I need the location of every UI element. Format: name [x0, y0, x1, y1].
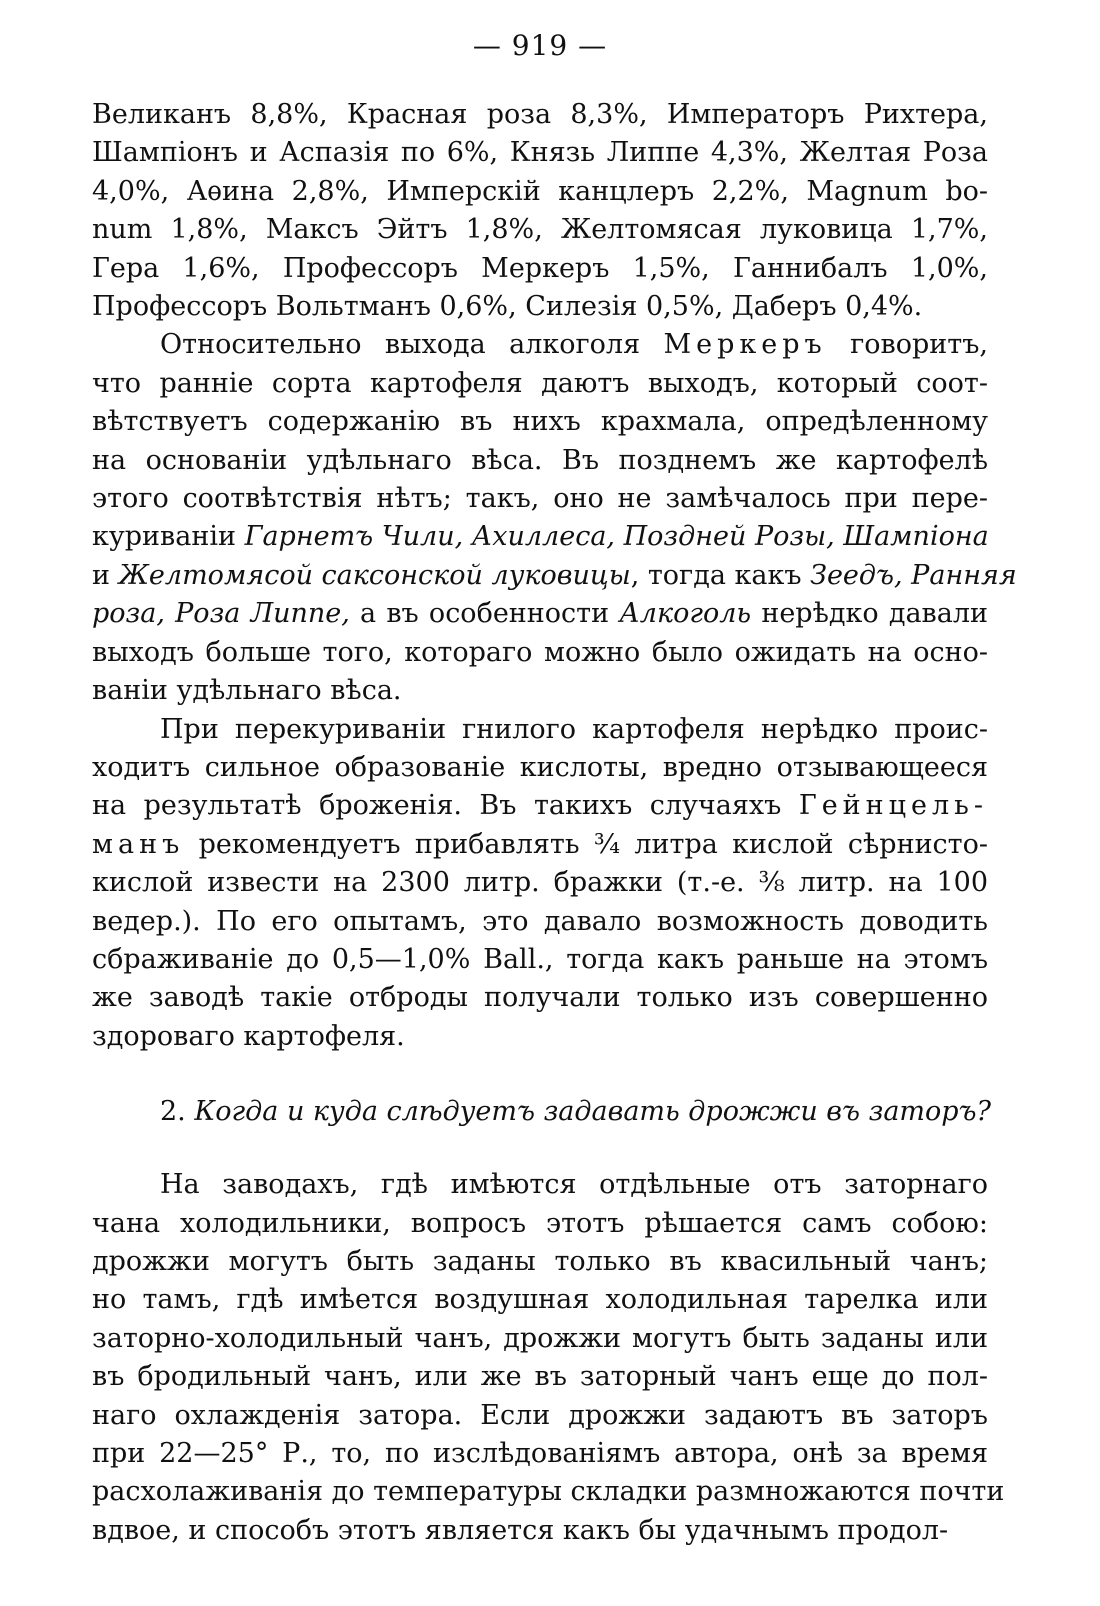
text-line — [92, 1435, 988, 1473]
text-line — [92, 1166, 988, 1204]
text-line — [92, 1205, 988, 1243]
text-span: сбраживаніе до 0,5—1,0% Ball., тогда какъ раньше на этомъ — [92, 943, 988, 975]
text-line — [92, 288, 988, 326]
text-span: 4,0%, Аѳина 2,8%, Имперскій канцлеръ 2,2%, Magnum bo- — [92, 175, 988, 207]
text-line — [92, 518, 988, 556]
text-line — [92, 480, 988, 518]
paragraph — [92, 96, 988, 326]
text-line — [92, 326, 988, 364]
text-line — [92, 173, 988, 211]
section-heading — [92, 1092, 992, 1132]
text-span: выходъ больше того, котораго можно было ожидать на осно- — [92, 636, 988, 668]
text-span: кислой извести на 2300 литр. бражки (т.-е. ⅜ литр. на 100 — [92, 867, 988, 899]
text-span: а въ особенности — [349, 598, 620, 630]
text-span: ходитъ сильное образованіе кислоты, вредно отзывающееся — [92, 751, 988, 783]
text-span: говоритъ, — [826, 329, 988, 361]
text-line — [92, 634, 988, 672]
text-span: Великанъ 8,8%, Красная роза 8,3%, Императоръ Рихтера, — [92, 99, 988, 130]
text-span: на результатѣ броженія. Въ такихъ случаяхъ — [92, 790, 799, 822]
text-span: но тамъ, гдѣ имѣется воздушная холодильная тарелка или — [92, 1284, 988, 1316]
text-line — [92, 1358, 988, 1396]
text-line — [92, 250, 988, 288]
paragraph — [92, 326, 1017, 710]
text-span: что раннiе сорта картофеля даютъ выходъ, который соот- — [92, 367, 988, 399]
text-line — [92, 1243, 988, 1281]
text-line — [92, 1281, 988, 1319]
text-span: вдвое, и способъ этотъ является какъ бы удачнымъ продол- — [92, 1514, 949, 1546]
paragraph — [92, 711, 988, 1057]
italic-text: Зеедъ, Ранняя — [810, 559, 1017, 591]
text-line — [92, 979, 988, 1017]
text-span: чана холодильники, вопросъ этотъ рѣшается самъ собою: — [92, 1207, 988, 1239]
text-line — [92, 787, 988, 825]
text-span: Шампіонъ и Аспазія по 6%, Князь Липпе 4,3%, Желтая Роза — [92, 137, 988, 169]
text-span: ведер.). По его опытамъ, это давало возможность доводить — [92, 905, 988, 937]
text-span: ваніи удѣльнаго вѣса. — [92, 675, 402, 707]
text-span: , тогда какъ — [630, 559, 811, 591]
text-span: На заводахъ, гдѣ имѣются отдѣльные отъ заторнаго — [160, 1169, 988, 1201]
text-span: Профессоръ Вольтманъ 0,6%, Силезія 0,5%, Даберъ 0,4%. — [92, 291, 923, 323]
italic-text: Желтомясой саксонской луковицы — [118, 559, 631, 591]
text-line — [92, 864, 988, 902]
text-span: наго охлажденія затора. Если дрожжи задаютъ въ заторъ — [92, 1399, 988, 1431]
text-line — [92, 403, 988, 441]
text-span: этого соотвѣтствія нѣтъ; такъ, оно не замѣчалось при пере- — [92, 483, 988, 515]
text-line — [92, 941, 988, 979]
body-text — [92, 96, 1017, 1056]
italic-text: роза, Роза Липпе, — [92, 598, 350, 630]
section-title: Когда и куда слѣдуетъ задавать дрожжи въ заторъ? — [194, 1096, 992, 1128]
page-number: — 919 — — [472, 29, 608, 62]
text-span: Относительно выхода алкоголя — [160, 329, 664, 361]
text-span: При перекуриваніи гнилого картофеля нерѣдко проис- — [160, 713, 988, 745]
text-span: num 1,8%, Максъ Эйтъ 1,8%, Желтомясая луковица 1,7%, — [92, 214, 988, 246]
text-span: куриваніи — [92, 521, 245, 553]
text-span: расхолаживанія до температуры складки размножаются почти — [92, 1476, 1005, 1508]
section-text — [92, 1166, 1005, 1550]
spaced-name: манъ — [92, 828, 185, 860]
text-span: дрожжи могутъ быть заданы только въ квасильный чанъ; — [92, 1245, 988, 1277]
text-span: вѣтствуетъ содержанію въ нихъ крахмала, опредѣленному — [92, 406, 988, 438]
text-line — [92, 557, 1017, 595]
text-span: рекомендуетъ прибавлять ¾ литра кислой сѣрнисто- — [184, 828, 988, 860]
text-line — [92, 1018, 988, 1056]
text-span: нерѣдко давали — [751, 598, 988, 630]
section-number: 2. — [160, 1096, 186, 1128]
text-span: здороваго картофеля. — [92, 1020, 405, 1052]
spaced-name: Меркеръ — [663, 329, 827, 361]
text-line — [92, 96, 988, 134]
text-span: Гера 1,6%, Профессоръ Меркеръ 1,5%, Ганнибалъ 1,0%, — [92, 252, 988, 284]
text-line — [92, 1397, 988, 1435]
text-line — [92, 711, 988, 749]
text-line — [92, 211, 988, 249]
text-line — [92, 1320, 988, 1358]
text-span: заторно-холодильный чанъ, дрожжи могутъ быть заданы или — [92, 1322, 988, 1354]
italic-text: Алкоголь — [619, 598, 752, 630]
text-span: и — [92, 559, 119, 591]
text-span: на основаніи удѣльнаго вѣса. Въ позднемъ же картофелѣ — [92, 444, 988, 476]
text-line — [92, 134, 988, 172]
paragraph — [92, 1166, 1005, 1550]
text-line — [92, 595, 988, 633]
text-line — [92, 672, 988, 710]
italic-text: Гарнетъ Чили, Ахиллеса, Поздней Розы, Шампіона — [244, 521, 989, 553]
spaced-name: Гейнцель- — [798, 790, 988, 822]
text-line — [92, 1473, 1005, 1511]
text-line — [92, 826, 988, 864]
text-span: въ бродильный чанъ, или же въ заторный чанъ еще до пол- — [92, 1361, 988, 1393]
text-line — [92, 903, 988, 941]
text-line — [92, 749, 988, 787]
text-span: при 22—25° Р., то, по изслѣдованіямъ автора, онѣ за время — [92, 1438, 988, 1469]
text-line — [92, 1512, 988, 1550]
text-line — [92, 442, 988, 480]
text-span: же заводѣ такіе отброды получали только изъ совершенно — [92, 982, 988, 1014]
text-line — [92, 365, 988, 403]
